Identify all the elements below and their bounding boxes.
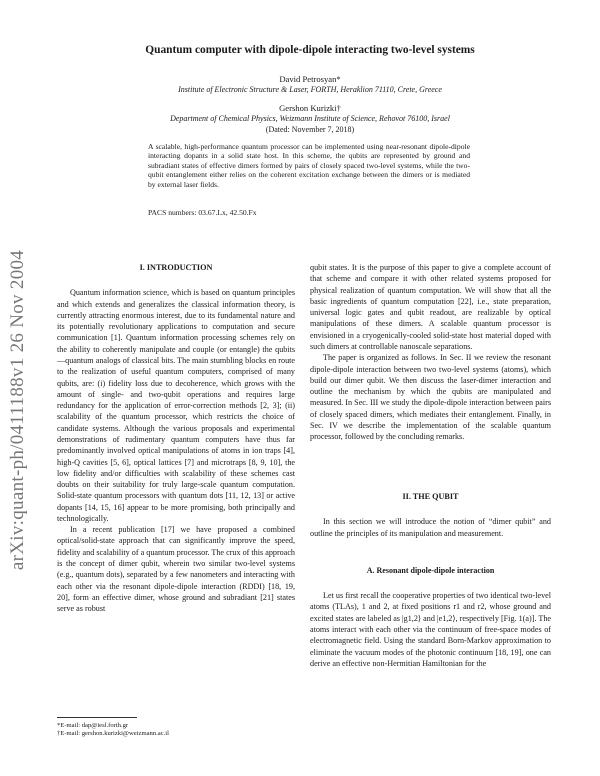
body-paragraph: In a recent publication [17] we have proposed a combined optical/solid-state approach that can significantly improve the speed, fidelity and scalability of a quantum processor. The crux of this approach is the concept of dimer qubit, wherein two similar two-level systems (e.g., quantum dots), separated by a few nanometers and interacting with each other via the resonant dipole-dipole interaction (RDDI) [18, 19, 20], form an effective dimer, whose ground and subradiant [21] states serve as robust [57, 525, 295, 614]
arxiv-side-stamp: arXiv:quant-ph/0411188v1 26 Nov 2004 [7, 249, 28, 571]
right-column [310, 262, 551, 443]
author-name: Gershon Kurizki† [279, 103, 341, 113]
abstract: A scalable, high-performance quantum processor can be implemented using near-resonant dipole-dipole interacting dopants in a solid state host. In this scheme, the qubits are represented by ground and subradiant states of effective dimers formed by pairs of closely spaced two-level systems, while the two-qubit entanglement either relies on the coherent excitation exchange between the dimers or is mediated by external laser fields. [148, 142, 470, 189]
footnote-rule [57, 717, 137, 718]
body-paragraph: Let us first recall the cooperative properties of two identical two-level atoms (TLAs), 1 and 2, at fixed positions r1 and r2, whose ground and excited states are labeled as |g1,2⟩ and |e1,2⟩, respectively [Fig. 1(a)]. The atoms interact with each other via the continuum of free-space modes of electromagnetic field. Using the standard Born-Markov approximation to eliminate the vacuum modes of the photonic continuum [18, 19], one can derive an effective non-Hermitian Hamiltonian for the [310, 591, 551, 668]
body-paragraph: In this section we will introduce the notion of “dimer qubit” and outline the principles of its manipulation and measurement. [310, 517, 551, 538]
footnote-email: †E-mail: gershon.kurizki@weizmann.ac.il [57, 730, 169, 738]
body-paragraph: qubit states. It is the purpose of this paper to give a complete account of that scheme and compare it with other related systems proposed for physical realization of quantum computation. We will show that all the basic ingredients of quantum computation [22], i.e., state preparation, universal logic gates and qubit readout, are realizable by optical manipulations of these dimers. A scalable quantum processor is envisioned in a cryogenically-cooled solid-state host material doped with such dimers at controllable nanoscale separations. [310, 263, 551, 351]
section-heading: II. THE QUBIT [402, 492, 459, 501]
author-affiliation: Department of Chemical Physics, Weizmann Institute of Science, Rehovot 76100, Israel [170, 114, 450, 123]
body-paragraph: Quantum information science, which is based on quantum principles and which extends and generalizes the classical information theory, is currently attracting enormous interest, due to its fundamental nature and its potentially revolutionary applications to computation and secure communication [1]. Quantum information processing schemes rely on the ability to coherently manipulate and couple (or entangle) the qubits—quantum analogs of classical bits. The main stumbling blocks en route to the realization of useful quantum computers, comprised of many qubits, are: (i) fidelity loss due to decoherence, which grows with the amount of single- and two-qubit operations and requires large redundancy for the application of error-correction methods [2, 3]; (ii) scalability of the quantum processor, which restricts the choice of candidate systems. Although the various proposals and experimental demonstrations of rudimentary quantum computers have thus far predominantly involved optical manipulations of atoms in ion traps [4], high-Q cavities [5, 6], optical lattices [7] and microtraps [8, 9, 10], the low fidelity and/or difficulties with scalability of these schemes cast doubts on their suitability for truly large-scale quantum computation. Solid-state quantum processors with quantum dots [11, 12, 13] or active dopants [14, 15, 16] appear to be more promising, both principally and technologically. [57, 288, 295, 523]
section-heading: I. INTRODUCTION [139, 263, 213, 272]
section-two [310, 491, 551, 669]
dated-line: (Dated: November 7, 2018) [265, 125, 355, 134]
footnote-email: *E-mail: dap@iesl.forth.gr [57, 722, 129, 729]
author-affiliation: Institute of Electronic Structure & Laser, FORTH, Heraklion 71110, Crete, Greece [178, 85, 442, 94]
left-column [57, 262, 295, 614]
subsection-heading: A. Resonant dipole-dipole interaction [366, 565, 495, 575]
author-name: David Petrosyan* [279, 74, 341, 84]
paper-title: Quantum computer with dipole-dipole interacting two-level systems [145, 44, 475, 56]
body-paragraph: The paper is organized as follows. In Sec. II we review the resonant dipole-dipole interaction between two two-level systems (atoms), which build our dimer qubit. We then discuss the laser-dimer interaction and outline the mechanism by which the qubits are manipulated and measured. In Sec. III we study the dipole-dipole interaction between pairs of closely spaced dimers, which mediates their entanglement. Finally, in Sec. IV we describe the implementation of the scalable quantum processor, followed by the concluding remarks. [310, 353, 551, 442]
pacs-numbers: PACS numbers: 03.67.Lx, 42.50.Fx [148, 208, 257, 217]
footnotes [57, 717, 297, 739]
